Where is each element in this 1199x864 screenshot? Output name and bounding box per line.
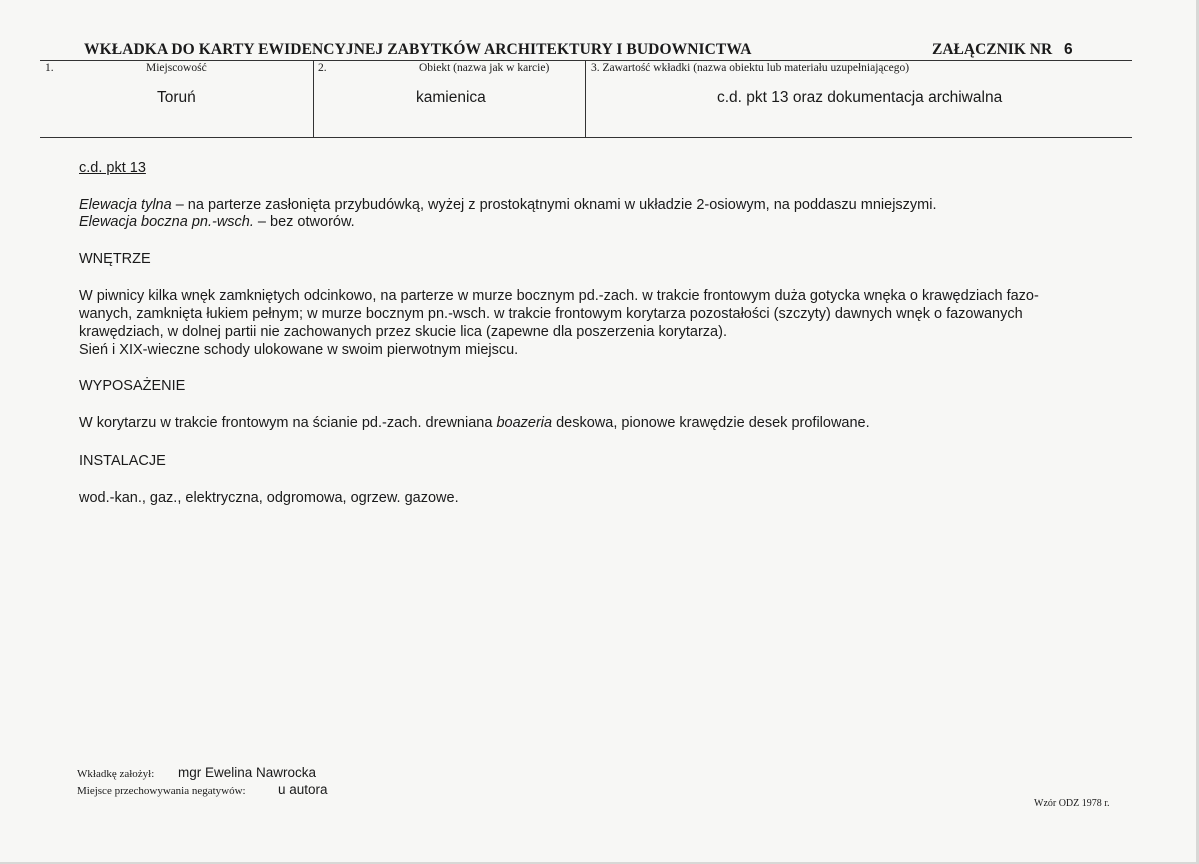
col1-number: 1. bbox=[45, 62, 54, 74]
table-divider-2 bbox=[585, 60, 586, 138]
side-elevation-paragraph bbox=[79, 213, 355, 232]
storage-label: Miejsce przechowywania negatywów: bbox=[77, 785, 246, 797]
table-bottom-rule bbox=[40, 137, 1132, 138]
installations-text: wod.-kan., gaz., elektryczna, odgromowa, ogrzew. gazowe. bbox=[79, 490, 459, 506]
col2-header: Obiekt (nazwa jak w karcie) bbox=[419, 62, 550, 74]
interior-line-3: krawędziach, w dolnej partii nie zachowanych przez skucie lica (zapewne dla poszerzenia korytarza). bbox=[79, 324, 727, 340]
section-reference: c.d. pkt 13 bbox=[79, 160, 146, 176]
attachment-number: 6 bbox=[1064, 41, 1073, 58]
equipment-text-end: deskowa, pionowe krawędzie desek profilowane. bbox=[552, 415, 870, 431]
col1-value: Toruń bbox=[157, 89, 196, 106]
equipment-text-start: W korytarzu w trakcie frontowym na ścianie pd.-zach. drewniana bbox=[79, 415, 497, 431]
equipment-boazeria: boazeria bbox=[496, 415, 553, 431]
installations-heading: INSTALACJE bbox=[79, 453, 166, 469]
author-value: mgr Ewelina Nawrocka bbox=[178, 765, 317, 780]
col1-header: Miejscowość bbox=[146, 62, 207, 74]
col3-value: c.d. pkt 13 oraz dokumentacja archiwalna bbox=[717, 89, 1003, 106]
table-top-rule bbox=[40, 60, 1132, 61]
storage-value: u autora bbox=[278, 782, 328, 797]
equipment-heading: WYPOSAŻENIE bbox=[79, 378, 186, 394]
col3-header: 3. Zawartość wkładki (nazwa obiektu lub materiału uzupełniającego) bbox=[591, 62, 910, 74]
table-divider-1 bbox=[313, 60, 314, 138]
col2-number: 2. bbox=[318, 62, 327, 74]
rear-elevation-label: Elewacja tylna bbox=[79, 197, 172, 213]
form-pattern-note: Wzór ODZ 1978 r. bbox=[1034, 798, 1110, 809]
col2-value: kamienica bbox=[416, 89, 486, 106]
side-elevation-text: – bez otworów. bbox=[253, 214, 355, 230]
form-title: WKŁADKA DO KARTY EWIDENCYJNEJ ZABYTKÓW ARCHITEKTURY I BUDOWNICTWA bbox=[84, 41, 752, 58]
equipment-paragraph bbox=[79, 414, 870, 433]
author-label: Wkładkę założył: bbox=[77, 768, 155, 780]
interior-line-1: W piwnicy kilka wnęk zamkniętych odcinkowo, na parterze w murze bocznym pd.-zach. w trakcie frontowym duża gotycka wnęka o krawędziach fazo- bbox=[79, 288, 1039, 304]
interior-line-4: Sień i XIX-wieczne schody ulokowane w swoim pierwotnym miejscu. bbox=[79, 342, 519, 358]
side-elevation-label: Elewacja boczna pn.-wsch. bbox=[79, 214, 254, 230]
attachment-label: ZAŁĄCZNIK NR bbox=[932, 41, 1053, 58]
interior-line-2: wanych, zamknięta łukiem pełnym; w murze bocznym pn.-wsch. w trakcie frontowym korytarza pozostałości (szczyty) dawnych wnęk o fazowanych bbox=[79, 306, 1023, 322]
interior-heading: WNĘTRZE bbox=[79, 251, 151, 267]
rear-elevation-text: – na parterze zasłonięta przybudówką, wyżej z prostokątnymi oknami w układzie 2-osiowym, na poddaszu mniejszymi. bbox=[171, 197, 937, 213]
